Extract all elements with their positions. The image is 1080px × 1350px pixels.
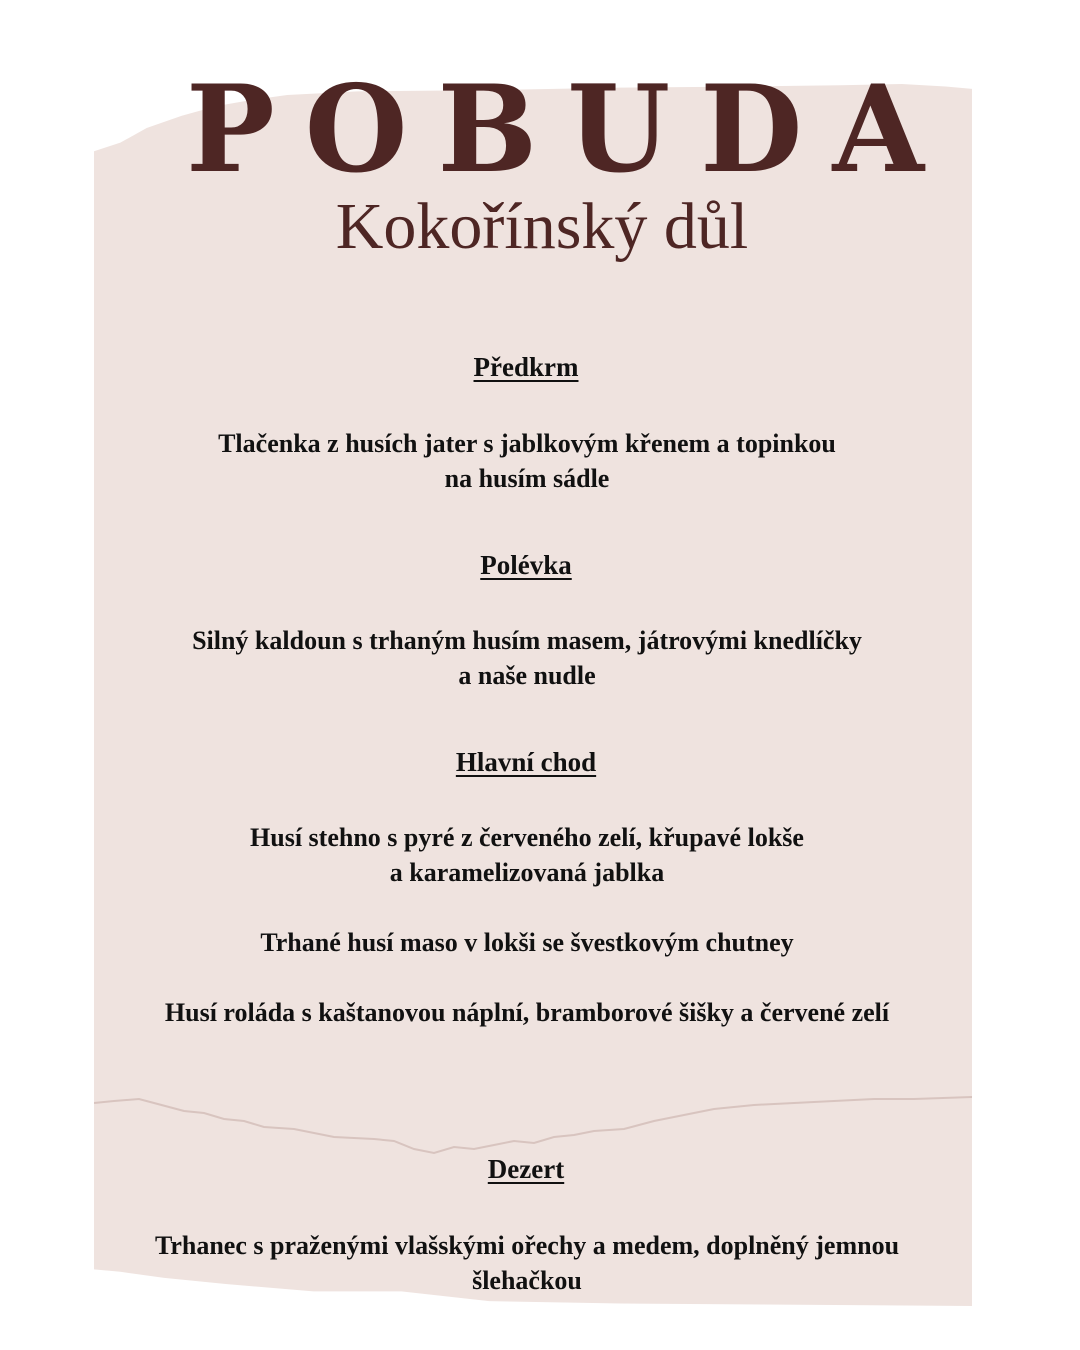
dish-item [100, 426, 954, 496]
location-subtitle: Kokořínský důl [335, 190, 749, 263]
section-title-hlavni-chod: Hlavní chod [455, 747, 597, 777]
section-title-dezert: Dezert [487, 1154, 565, 1184]
dish-item [100, 820, 954, 890]
dish-item [70, 1228, 984, 1298]
dish-item [80, 995, 974, 1030]
menu-header [0, 57, 1080, 263]
dish-line: a naše nudle [458, 661, 596, 690]
restaurant-name: POBUDA [185, 57, 955, 200]
dish-line: na husím sádle [444, 464, 610, 493]
dish-line: Trhané husí maso v lokši se švestkovým chutney [260, 928, 794, 957]
dish-item [100, 623, 954, 693]
dish-line: Husí roláda s kaštanovou náplní, bramborové šišky a červené zelí [164, 998, 890, 1027]
dish-line: Trhanec s praženými vlašskými ořechy a medem, doplněný jemnou [154, 1231, 900, 1260]
dish-line: a karamelizovaná jablka [389, 858, 665, 887]
dish-line: Husí stehno s pyré z červeného zelí, křupavé lokše [250, 823, 804, 852]
paper-tear-line [94, 1095, 972, 1155]
dish-line: Silný kaldoun s trhaným husím masem, játrovými knedlíčky [192, 626, 862, 655]
dish-line: šlehačkou [472, 1266, 582, 1295]
section-title-polevka: Polévka [480, 550, 572, 580]
section-title-predkrm: Předkrm [473, 352, 579, 382]
dish-line: Tlačenka z husích jater s jablkovým křenem a topinkou [218, 429, 836, 458]
dish-item [100, 925, 954, 960]
